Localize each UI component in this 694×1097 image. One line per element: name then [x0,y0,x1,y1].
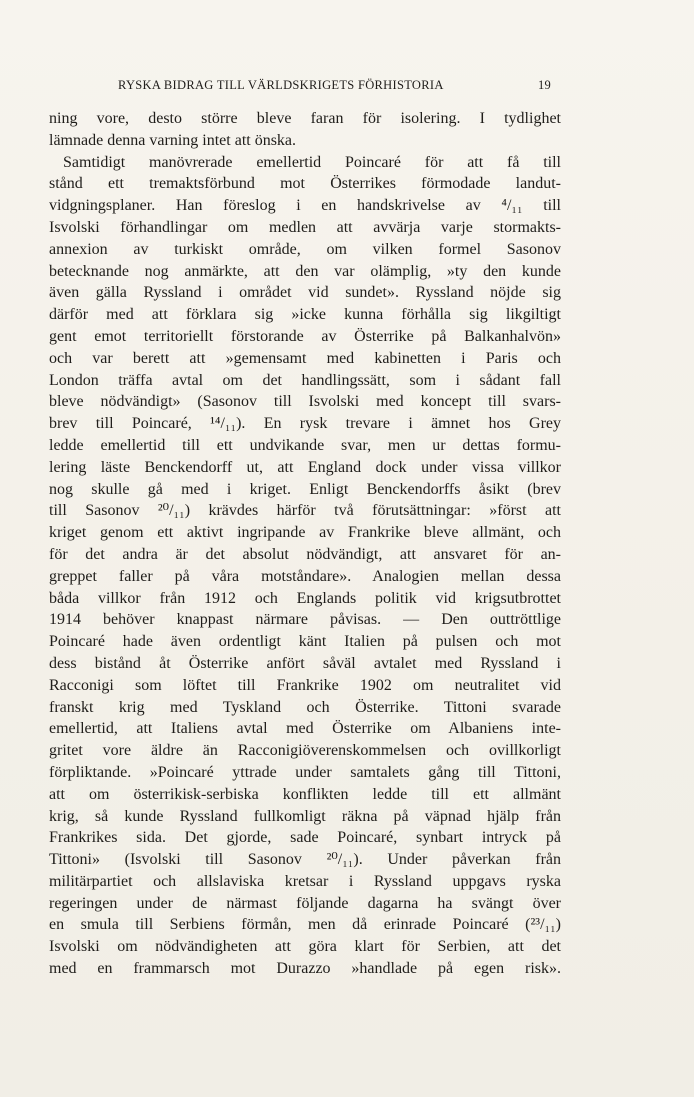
text-line: att om österrikisk-serbiska konflikten ledde till ett allmänt [49,785,561,803]
running-head: RYSKA BIDRAG TILL VÄRLDSKRIGETS FÖRHISTORIA [118,78,444,92]
text-line: båda villkor från 1912 och Englands politik vid krigsutbrottet [49,589,561,607]
text-line: Poincaré hade även ordentligt känt Italien på pulsen och mot [49,633,561,651]
text-line: dess bistånd åt Österrike anfört såväl avtalet med Ryssland i [49,654,561,672]
text-line: krig, så kunde Ryssland fullkomligt räkna på väpnad hjälp från [49,807,561,825]
page-number: 19 [538,78,552,92]
text-line: vidgningsplaner. Han föreslog i en handskrivelse av ⁴/₁₁ till [49,197,561,215]
text-line: även gälla Ryssland i området vid sundet». Ryssland nöjde sig [49,284,561,302]
text-line: gritet vore äldre än Racconigiöverenskommelsen och ovillkorligt [49,742,561,760]
text-line: med en frammarsch mot Durazzo »handlade på egen risk». [49,960,561,978]
body-text [49,108,561,980]
text-line: Isvolski förhandlingar om medlen att avvärja varje stormakts- [49,218,561,236]
text-line: för det andra är det absolut nödvändigt, att ansvaret för an- [49,545,561,563]
text-line: Frankrikes sida. Det gjorde, sade Poincaré, synbart intryck på [49,829,561,847]
text-line: regeringen under de närmast följande dagarna ha svängt över [49,894,561,912]
text-line: Racconigi som löftet till Frankrike 1902 om neutralitet vid [49,676,561,694]
text-line: och var berett att »gemensamt med kabinetten i Paris och [49,349,561,367]
text-line: lämnade denna varning intet att önska. [49,131,297,149]
text-line: kriget genom ett aktivt ingripande av Frankrike bleve allmänt, och [49,524,561,542]
page-header [118,78,558,93]
text-line: stånd ett tremaktsförbund mot Österrikes förmodade landut- [49,175,561,193]
text-line: ning vore, desto större bleve faran för isolering. I tydlighet [49,110,561,127]
text-line: Samtidigt manövrerade emellertid Poincaré för att få till [63,153,561,171]
text-line: London träffa avtal om det handlingssätt, som i sådant fall [49,371,561,389]
text-line: bleve nödvändigt» (Sasonov till Isvolski med koncept till svars- [49,393,561,411]
text-line: lering läste Benckendorff ut, att England dock under vissa villkor [49,458,561,476]
text-line: nog skulle gå med i kriget. Enligt Benckendorffs åsikt (brev [49,480,561,498]
text-line: gent emot territoriellt förstorande av Österrike på Balkanhalvön» [49,327,561,345]
text-line: 1914 behöver knappast närmare påvisas. — Den outtröttlige [49,611,561,629]
text-line: betecknande nog anmärkte, att den var olämplig, »ty den kunde [49,262,561,280]
text-line: därför med att förklara sig »icke kunna förhålla sig likgiltigt [49,306,561,324]
text-line: Isvolski om nödvändigheten att göra klart för Serbien, att det [49,938,561,956]
text-line: en smula till Serbiens förmån, men då erinrade Poincaré (²³/₁₁) [49,916,561,934]
text-line: Tittoni» (Isvolski till Sasonov ²⁰/₁₁). Under påverkan från [49,851,561,869]
text-line: franskt krig med Tyskland och Österrike. Tittoni svarade [49,698,561,716]
text-line: militärpartiet och allslaviska kretsar i Ryssland uppgavs ryska [49,872,561,890]
text-line: till Sasonov ²⁰/₁₁) krävdes härför två förutsättningar: »först att [49,502,561,520]
text-line: emellertid, att Italiens avtal med Österrike om Albaniens inte- [49,720,561,738]
text-line: brev till Poincaré, ¹⁴/₁₁). En rysk trevare i ämnet hos Grey [49,415,561,433]
text-line: förpliktande. »Poincaré yttrade under samtalets gång till Tittoni, [49,763,561,781]
text-line: greppet faller på våra motståndare». Analogien mellan dessa [49,567,561,585]
text-line: ledde emellertid till ett undvikande svar, men ur dettas formu- [49,436,561,454]
text-line: annexion av turkiskt område, om vilken formel Sasonov [49,240,561,258]
